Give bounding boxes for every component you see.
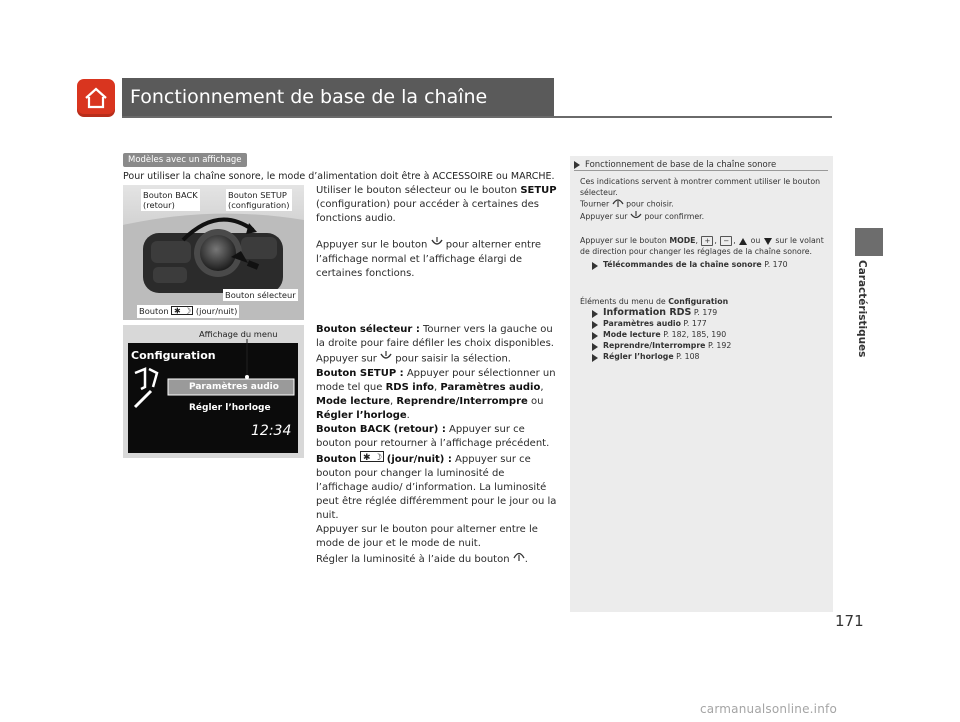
note-ref3[interactable]: Paramètres audio xyxy=(603,319,681,328)
reference-arrow-icon xyxy=(592,343,599,350)
body-paragraph-1 xyxy=(316,184,558,226)
page-number: 171 xyxy=(835,612,864,630)
p1-bold: SETUP xyxy=(520,185,557,196)
audio-console-image xyxy=(123,185,304,320)
reference-arrow-icon xyxy=(592,321,599,328)
note-menu-bold: Configuration xyxy=(668,297,729,306)
setup-bold: Bouton SETUP : xyxy=(316,367,404,379)
dn-text2: Appuyer sur le bouton pour alterner entre le mode de jour et le mode de nuit. xyxy=(316,523,538,549)
svg-text:✱: ✱ xyxy=(174,306,181,315)
screen-title: Configuration xyxy=(131,349,216,362)
menu-item-audio[interactable]: Paramètres audio xyxy=(189,382,279,392)
note-ref2[interactable]: Information RDS xyxy=(603,307,692,318)
body-paragraph-2 xyxy=(316,237,558,281)
press-icon xyxy=(431,237,443,252)
down-arrow-icon xyxy=(764,238,772,245)
body-paragraph-3: Bouton sélecteur : Tourner vers la gauche ou la droite pour faire défiler les choix disponibles. Appuyer sur pour saisir la sélection. Bouton SETUP : Appuyer pour sélectionner un mode tel que RDS info, Paramètres audio, Mode lecture, Reprendre/Interrompre ou Régler l’horloge. Bouton BACK (retour) : Appuyer sur ce bouton pour retourner à l’affichage précédent. Bouton ✱ ☽ (jour/nuit) : Appuyer sur ce bouton pour changer la luminosité de l’affichage audio/ d’information. La luminosité peut être réglée différemment pour le jour ou la nuit. Appuyer sur le bouton pour alterner entre le mode de jour et le mode de nuit. Régler la luminosité à l’aide du bouton . xyxy=(316,324,557,565)
selector-text: Tourner vers la gauche ou la droite pour faire défiler les choix disponibles. xyxy=(316,324,554,349)
back-label: Bouton BACK xyxy=(143,190,198,200)
home-icon[interactable] xyxy=(77,79,115,117)
note-ref1[interactable]: Télécommandes de la chaîne sonore xyxy=(603,260,762,269)
note-ref4[interactable]: Mode lecture xyxy=(603,330,661,339)
setup-opt1: RDS info xyxy=(385,381,435,393)
selector-bold: Bouton sélecteur : xyxy=(316,324,420,335)
p1-rest: (configuration) pour accéder à certaines des fonctions audio. xyxy=(316,199,539,224)
note-l4-mode: MODE xyxy=(669,236,696,245)
menu-display-image xyxy=(123,325,304,458)
back-button-callout xyxy=(141,189,200,211)
p1-text: Utiliser le bouton sélecteur ou le bouton xyxy=(316,185,518,196)
press-icon xyxy=(630,211,642,223)
note-paragraph-3 xyxy=(580,296,824,362)
note-paragraph-2: Appuyer sur le bouton MODE, + , − , ou sur le volant de direction pour changer les réglages de la chaîne sonore. Télécommandes de la chaîne sonore P. 170 xyxy=(580,236,824,269)
minus-icon: − xyxy=(720,236,732,246)
setup-opt4: Reprendre/Interrompre xyxy=(396,395,528,407)
note-ref5[interactable]: Reprendre/Interrompre xyxy=(603,341,706,350)
setup-opt3: Mode lecture xyxy=(316,395,390,407)
back-text: Appuyer sur ce bouton pour retourner à l’affichage précédent. xyxy=(316,423,550,449)
note-menu-pre: Éléments du menu de xyxy=(580,297,666,306)
note-head-text: Fonctionnement de base de la chaîne sonore xyxy=(585,160,777,170)
reference-arrow-icon xyxy=(592,354,599,361)
note-l4-post: ou xyxy=(750,236,761,245)
daynight-callout xyxy=(137,305,239,318)
p2-pre: Appuyer sur le bouton xyxy=(316,239,428,251)
dn-text3: Régler la luminosité à l’aide du bouton xyxy=(316,553,510,565)
note-l3-post: pour confirmer. xyxy=(644,212,705,221)
intro-text: Pour utiliser la chaîne sonore, le mode d’alimentation doit être à ACCESSOIRE ou MARCHE. xyxy=(123,171,555,182)
title-divider xyxy=(122,116,832,118)
selector-text2-pre: Appuyer sur xyxy=(316,353,377,365)
note-paragraph-1 xyxy=(580,176,824,223)
plus-icon: + xyxy=(701,236,713,246)
setup-or: ou xyxy=(530,395,544,407)
menu-display-callout: Affichage du menu xyxy=(199,329,278,339)
day-night-icon xyxy=(171,306,193,317)
setup-button-callout xyxy=(226,189,292,211)
note-l3-pre: Appuyer sur xyxy=(580,212,628,221)
selector-callout: Bouton sélecteur xyxy=(225,290,296,300)
up-arrow-icon xyxy=(739,238,747,245)
dn-bold-post: (jour/nuit) : xyxy=(386,453,452,465)
section-label-text: Caractéristiques xyxy=(856,260,868,358)
rotate-icon xyxy=(612,198,624,211)
setup-label-2: (configuration) xyxy=(228,200,290,210)
back-bold: Bouton BACK (retour) : xyxy=(316,423,446,435)
reference-arrow-icon xyxy=(592,262,599,269)
note-l4-rest: sur le volant de direction pour changer les réglages de la chaîne sonore. xyxy=(580,236,824,256)
model-badge: Modèles avec un affichage xyxy=(123,153,247,167)
section-tab[interactable] xyxy=(855,228,883,256)
svg-text:✱: ✱ xyxy=(362,452,371,462)
screen-clock: 12:34 xyxy=(251,423,292,439)
back-label-2: (retour) xyxy=(143,200,175,210)
note-heading xyxy=(574,160,776,170)
note-ref6[interactable]: Régler l’horloge xyxy=(603,352,674,361)
press-icon xyxy=(380,351,392,366)
svg-text:☽: ☽ xyxy=(373,452,382,462)
page-title: Fonctionnement de base de la chaîne sonore xyxy=(122,78,554,116)
rotate-icon xyxy=(513,551,525,567)
note-divider xyxy=(574,170,828,171)
p2-rest: pour alterner entre l’affichage normal et l’affichage élargi de certaines fonctions. xyxy=(316,239,541,279)
svg-text:☽: ☽ xyxy=(184,306,192,315)
setup-label: Bouton SETUP xyxy=(228,190,287,200)
watermark: carmanualsonline.info xyxy=(700,702,837,716)
dn-bold-pre: Bouton xyxy=(316,453,357,465)
note-ref5-page: P. 192 xyxy=(707,341,732,350)
reference-arrow-icon xyxy=(592,332,599,339)
note-l2-pre: Tourner xyxy=(580,199,610,209)
section-label xyxy=(856,260,876,430)
daynight-post: (jour/nuit) xyxy=(195,306,238,316)
note-l2-post: pour choisir. xyxy=(626,199,674,209)
day-night-icon xyxy=(360,451,384,467)
setup-opt5: Régler l’horloge xyxy=(316,409,407,421)
note-ref3-page: P. 177 xyxy=(683,319,707,328)
side-note-box xyxy=(570,156,833,612)
daynight-pre: Bouton xyxy=(139,306,169,316)
note-l1: Ces indications servent à montrer comment utiliser le bouton sélecteur. xyxy=(580,177,821,197)
selector-text2-post: pour saisir la sélection. xyxy=(395,353,511,365)
menu-item-clock[interactable]: Régler l’horloge xyxy=(189,403,271,413)
note-ref6-page: P. 108 xyxy=(676,352,700,361)
setup-text: Appuyer pour sélectionner un mode tel que xyxy=(316,367,556,393)
note-l4-pre: Appuyer sur le bouton xyxy=(580,236,667,245)
note-ref2-page: P. 179 xyxy=(693,308,718,317)
reference-arrow-icon xyxy=(574,161,581,168)
dn-text: Appuyer sur ce bouton pour changer la luminosité de l’affichage audio/ d’information. La luminosité peut être réglée différemment pour le jour ou la nuit. xyxy=(316,453,557,521)
note-ref4-page: P. 182, 185, 190 xyxy=(663,330,727,339)
reference-arrow-icon xyxy=(592,310,599,317)
note-ref1-page: P. 170 xyxy=(764,260,788,269)
setup-opt2: Paramètres audio xyxy=(440,381,541,393)
